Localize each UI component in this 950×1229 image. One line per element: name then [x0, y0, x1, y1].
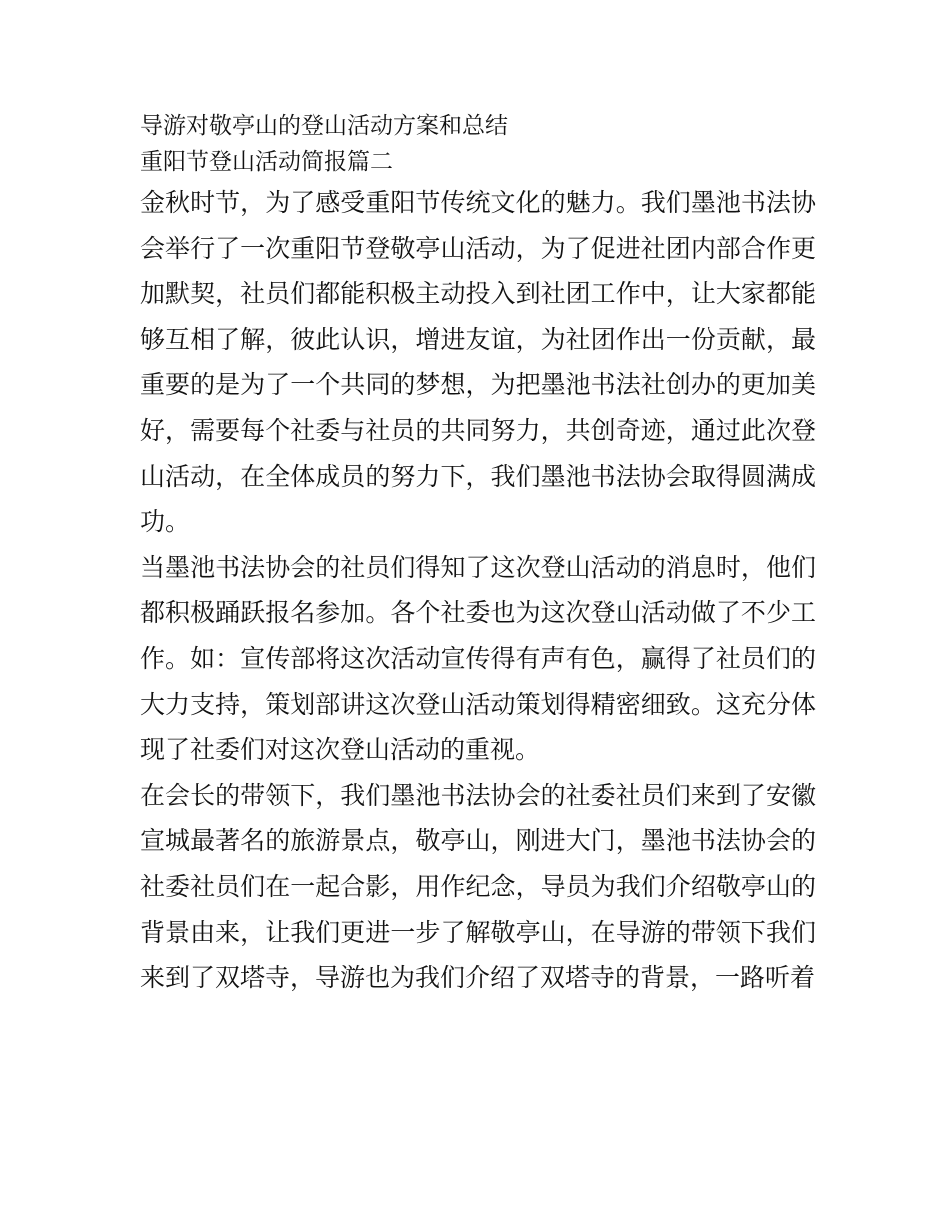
- paragraph-3: 在会长的带领下，我们墨池书法协会的社委社员们来到了安徽宣城最著名的旅游景点，敬亭山，刚进大门，墨池书法协会的社委社员们在一起合影，用作纪念，导员为我们介绍敬亭山的背景由来，让我们更进一步了解敬亭山，在导游的带领下我们来到了双塔寺，导游也为我们介绍了双塔寺的背景，一路听着: [140, 780, 816, 993]
- document-body: [140, 108, 816, 1001]
- paragraph-1: 金秋时节，为了感受重阳节传统文化的魅力。我们墨池书法协会举行了一次重阳节登敬亭山活动，为了促进社团内部合作更加默契，社员们都能积极主动投入到社团工作中，让大家都能够互相了解，彼此认识，增进友谊，为社团作出一份贡献，最重要的是为了一个共同的梦想，为把墨池书法社创办的更加美好，需要每个社委与社员的共同努力，共创奇迹，通过此次登山活动，在全体成员的努力下，我们墨池书法协会取得圆满成功。: [140, 188, 816, 537]
- document-title: 导游对敬亭山的登山活动方案和总结: [140, 113, 508, 139]
- document-subtitle: 重阳节登山活动简报篇二: [140, 149, 393, 175]
- paragraph-2: 当墨池书法协会的社员们得知了这次登山活动的消息时，他们都积极踊跃报名参加。各个社委也为这次登山活动做了不少工作。如：宣传部将这次活动宣传得有声有色，赢得了社员们的大力支持，策划部讲这次登山活动策划得精密细致。这充分体现了社委们对这次登山活动的重视。: [140, 552, 816, 765]
